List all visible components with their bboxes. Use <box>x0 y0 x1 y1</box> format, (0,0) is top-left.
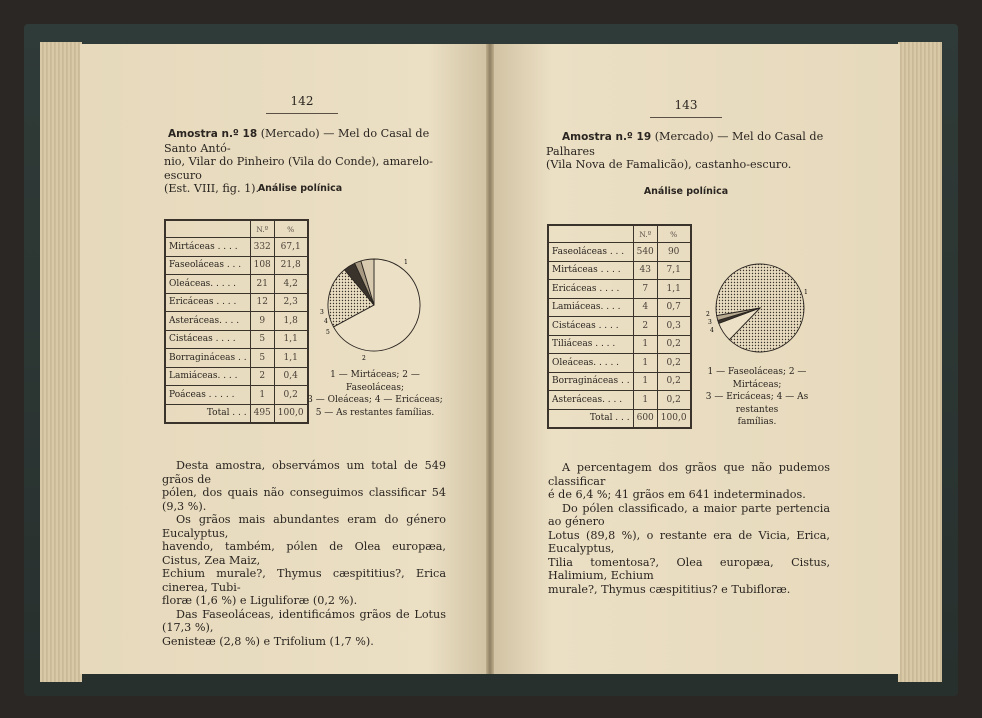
table-row: Oleáceas. . . . . 1 0,2 <box>548 354 691 373</box>
pie-label: 2 <box>362 355 366 362</box>
analysis-title: Análise polínica <box>643 186 729 197</box>
sample-label: Amostra n.º 18 <box>168 128 258 140</box>
table-row: Borragináceas . . 1 0,2 <box>548 372 691 391</box>
table-row: Poáceas . . . . . 1 0,2 <box>165 386 308 405</box>
pie-label: 1 <box>404 259 408 266</box>
pie-chart <box>700 258 812 364</box>
pie-label: 4 <box>324 318 328 325</box>
pie-label: 3 <box>320 309 324 316</box>
pollen-table <box>547 224 692 429</box>
table-row: Cistáceas . . . . 5 1,1 <box>165 330 308 349</box>
header-pct: % <box>274 220 307 238</box>
table-row: Faseoláceas . . . 540 90 <box>548 243 691 262</box>
header-n: N.º <box>633 225 657 243</box>
pie-label: 5 <box>326 329 330 336</box>
table-row: Ericáceas . . . . 12 2,3 <box>165 293 308 312</box>
page-number-rule <box>650 117 722 118</box>
body-text: A percentagem dos grãos que não pudemos classificar é de 6,4 %; 41 grãos em 641 indeterminados. Do pólen classificado, a maior parte pertencia ao género Lotus (89,8 %), o restante era de Vicia, Erica, Eucalyptus, Tilia tomentosa?, Olea europæa, Cistus, Halimium, Echium murale?, Thymus cæspititius? e Tubifloræ. <box>548 461 830 596</box>
pie-label: 1 <box>804 289 808 296</box>
pie-legend: 1 — Faseoláceas; 2 — Mirtáceas; 3 — Ericáceas; 4 — As restantes famílias. <box>705 367 809 427</box>
sample-text-line: nio, Vilar do Pinheiro (Vila do Conde), amarelo-escuro <box>164 155 433 182</box>
pie-label: 2 <box>706 311 710 318</box>
page-edges-right <box>898 42 942 682</box>
book-gutter <box>486 44 494 674</box>
header-n: N.º <box>250 220 274 238</box>
table-row: Asteráceas. . . . 9 1,8 <box>165 312 308 331</box>
sample-label: Amostra n.º 19 <box>562 131 652 143</box>
table-total-row: Total . . . 495 100,0 <box>165 404 308 423</box>
sample-text-line: (Mercado) — Mel do Casal de Palhares <box>546 130 824 158</box>
sample-text-line: (Mercado) — Mel do Casal de Santo Antó- <box>164 127 430 155</box>
analysis-title: Análise polínica <box>257 183 343 194</box>
table-row: Mirtáceas . . . . 43 7,1 <box>548 261 691 280</box>
page-edges-left <box>40 42 82 682</box>
pollen-table <box>164 219 309 424</box>
table-row: Oleáceas. . . . . 21 4,2 <box>165 275 308 294</box>
table-row: Tiliáceas . . . . 1 0,2 <box>548 335 691 354</box>
page-number-rule <box>266 113 338 114</box>
table-total-row: Total . . . 600 100,0 <box>548 409 691 428</box>
pie-label: 4 <box>710 327 714 334</box>
table-row: Borragináceas . . 5 1,1 <box>165 349 308 368</box>
page-number: 142 <box>290 94 314 108</box>
page-number: 143 <box>674 98 698 112</box>
table-row: Lamiáceas. . . . 4 0,7 <box>548 298 691 317</box>
table-row: Ericáceas . . . . 7 1,1 <box>548 280 691 299</box>
pie-legend: 1 — Mirtáceas; 2 — Faseoláceas; 3 — Oleáceas; 4 — Ericáceas; 5 — As restantes famílias. <box>307 370 443 418</box>
sample-text-line: (Vila Nova de Famalicão), castanho-escuro. <box>546 158 792 171</box>
sample-paragraph <box>546 130 828 172</box>
table-row: Cistáceas . . . . 2 0,3 <box>548 317 691 336</box>
pie-chart <box>312 248 422 366</box>
body-text: Desta amostra, observámos um total de 549 grãos de pólen, dos quais não conseguimos classificar 54 (9,3 %). Os grãos mais abundantes eram do género Eucalyptus, havendo, também, pólen de Olea europæa, Cistus, Zea Maiz, Echium murale?, Thymus cæspititius?, Erica cinerea, Tubi- floræ (1,6 %) e Liguliforæ (0,2 %). Das Faseoláceas, identificámos grãos de Lotus (17,3 %), Genisteæ (2,8 %) e Trifolium (1,7 %). <box>162 459 446 648</box>
pie-label: 3 <box>708 319 712 326</box>
table-row: Faseoláceas . . . 108 21,8 <box>165 256 308 275</box>
table-row: Mirtáceas . . . . 332 67,1 <box>165 238 308 257</box>
table-row: Lamiáceas. . . . 2 0,4 <box>165 367 308 386</box>
header-pct: % <box>657 225 690 243</box>
sample-text-line: (Est. VIII, fig. 1). <box>164 182 260 195</box>
table-row: Asteráceas. . . . 1 0,2 <box>548 391 691 410</box>
